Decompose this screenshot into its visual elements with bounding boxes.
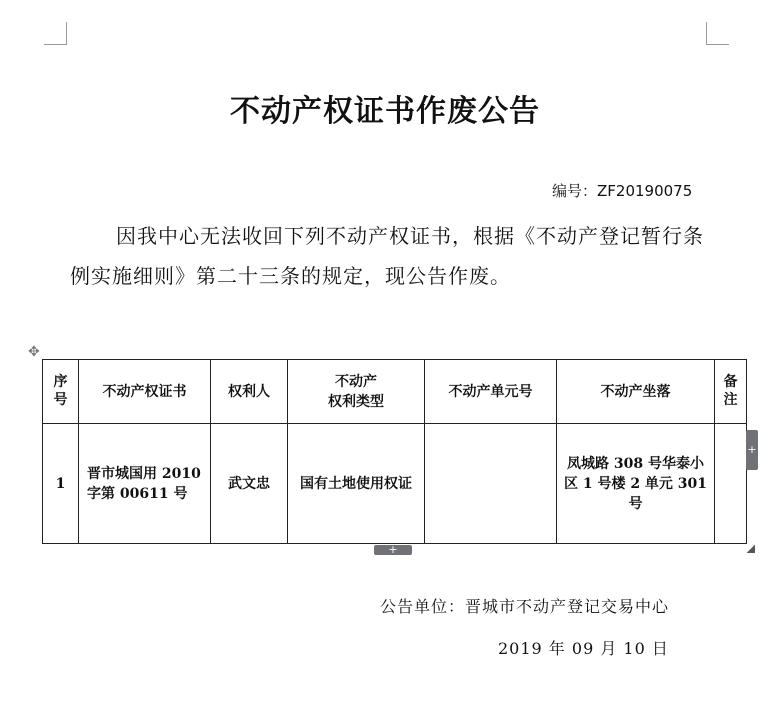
header-cell-holder[interactable]: 权利人 [211, 360, 288, 424]
plus-icon: + [388, 543, 398, 556]
cell-index[interactable]: 1 [43, 424, 79, 544]
add-column-button[interactable] [746, 430, 758, 470]
table-resize-icon[interactable] [747, 545, 755, 553]
page-corner-mark-top-right [706, 22, 729, 45]
cell-location[interactable]: 凤城路 308 号华泰小区 1 号楼 2 单元 301 号 [557, 424, 715, 544]
document-title: 不动产权证书作废公告 [230, 94, 540, 129]
cell-holder[interactable]: 武文忠 [211, 424, 288, 544]
issue-date: 2019 年 09 月 10 日 [498, 639, 669, 658]
issuer-line: 公告单位：晋城市不动产登记交易中心 [380, 597, 670, 616]
header-cell-remarks[interactable]: 备注 [715, 360, 747, 424]
document-number: 编号：ZF20190075 [552, 182, 693, 200]
header-cell-right-type[interactable]: 不动产 权利类型 [288, 360, 425, 424]
page-corner-mark-top-left [44, 22, 67, 45]
table-move-icon[interactable]: ✥ [28, 344, 40, 360]
notice-body: 因我中心无法收回下列不动产权证书，根据《不动产登记暂行条例实施细则》第二十三条的规定，现公告作废。 [70, 224, 704, 288]
plus-icon: + [747, 443, 757, 456]
cell-remarks[interactable] [715, 424, 747, 544]
table-header-row [43, 360, 747, 424]
header-cell-unit-number[interactable]: 不动产单元号 [425, 360, 557, 424]
cell-unit-number[interactable] [425, 424, 557, 544]
header-cell-index[interactable]: 序号 [43, 360, 79, 424]
add-row-button[interactable] [374, 545, 412, 555]
header-cell-certificate[interactable]: 不动产权证书 [79, 360, 211, 424]
header-cell-location[interactable]: 不动产坐落 [557, 360, 715, 424]
table-row [43, 424, 747, 544]
cell-certificate[interactable]: 晋市城国用 2010 字第 00611 号 [79, 424, 211, 544]
cell-right-type[interactable]: 国有土地使用权证 [288, 424, 425, 544]
certificate-table [42, 359, 747, 544]
